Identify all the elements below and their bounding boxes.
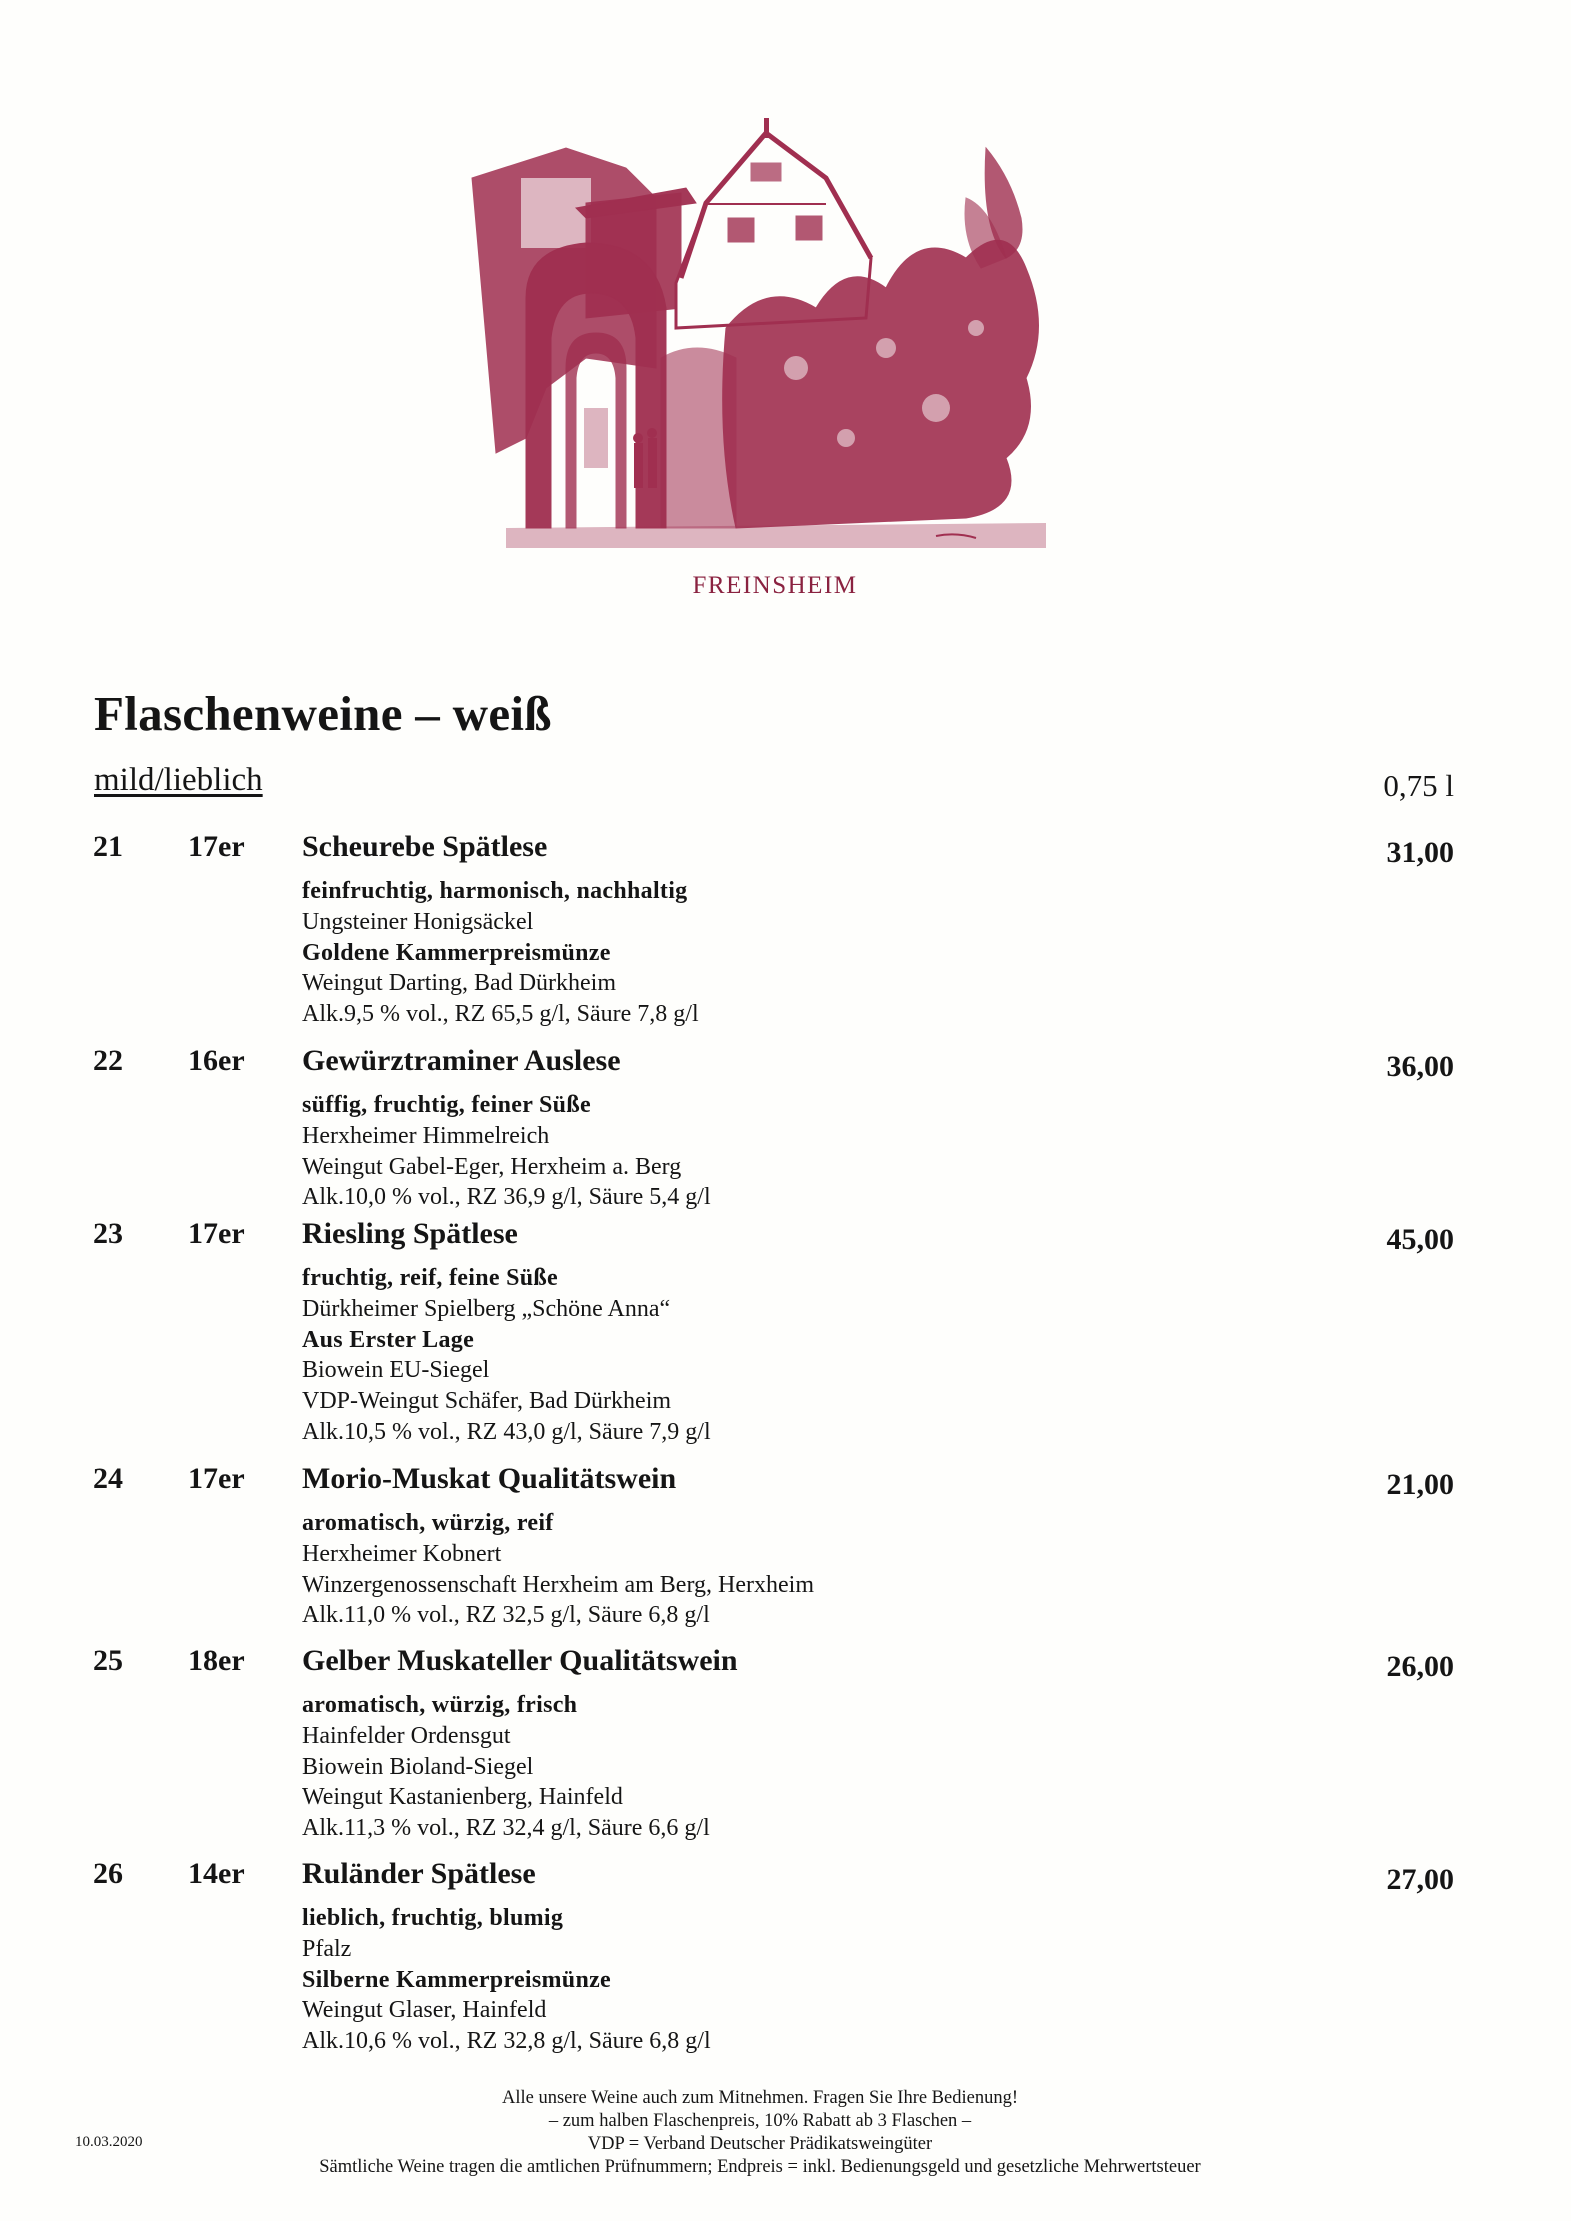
wine-number: 25 — [93, 1644, 123, 1677]
wine-detail: Herxheimer Kobnert — [302, 1540, 502, 1567]
wine-name: Gewürztraminer Auslese — [302, 1044, 621, 1077]
wine-detail: Herxheimer Himmelreich — [302, 1122, 550, 1149]
wine-price: 31,00 — [1386, 836, 1454, 869]
wine-price: 21,00 — [1386, 1468, 1454, 1501]
wine-details — [302, 1903, 711, 2057]
wine-vintage: 17er — [188, 1462, 245, 1495]
wine-detail: Weingut Glaser, Hainfeld — [302, 1997, 547, 2024]
wine-detail: Dürkheimer Spielberg „Schöne Anna“ — [302, 1295, 671, 1322]
wine-detail-highlight: feinfruchtig, harmonisch, nachhaltig — [302, 878, 688, 904]
wine-detail: Alk.10,5 % vol., RZ 43,0 g/l, Säure 7,9 g/l — [302, 1418, 711, 1445]
wine-detail: Alk.11,0 % vol., RZ 32,5 g/l, Säure 6,8 g/l — [302, 1602, 710, 1629]
wine-detail-highlight: Silberne Kammerpreismünze — [302, 1966, 612, 1993]
wine-detail: Weingut Darting, Bad Dürkheim — [302, 970, 617, 997]
wine-name: Riesling Spätlese — [302, 1217, 518, 1250]
wine-detail-highlight: Aus Erster Lage — [302, 1326, 475, 1353]
wine-detail: Biowein EU-Siegel — [302, 1357, 490, 1384]
wine-detail-highlight: fruchtig, reif, feine Süße — [302, 1265, 558, 1291]
wine-name: Morio-Muskat Qualitätswein — [302, 1462, 677, 1495]
wine-price: 26,00 — [1386, 1650, 1454, 1683]
wine-vintage: 17er — [188, 830, 245, 863]
wine-vintage: 14er — [188, 1857, 245, 1890]
footer-line: VDP = Verband Deutscher Prädikatsweingüter — [587, 2134, 933, 2154]
wine-detail-highlight: aromatisch, würzig, frisch — [302, 1692, 578, 1718]
bottle-volume-label: 0,75 l — [1383, 768, 1454, 803]
footer-notes — [160, 2087, 1360, 2179]
wine-number: 21 — [93, 830, 123, 863]
wine-detail-highlight: Goldene Kammerpreismünze — [302, 939, 611, 966]
town-gate-illustration — [466, 108, 1052, 548]
wine-details — [302, 1690, 710, 1844]
footer-line: – zum halben Flaschenpreis, 10% Rabatt ab 3 Flaschen – — [548, 2111, 972, 2131]
wine-details — [302, 876, 699, 1030]
wine-details — [302, 1090, 711, 1213]
wine-vintage: 16er — [188, 1044, 245, 1077]
wine-detail: Winzergenossenschaft Herxheim am Berg, Herxheim — [302, 1571, 814, 1598]
wine-number: 23 — [93, 1217, 123, 1250]
wine-detail: Weingut Gabel-Eger, Herxheim a. Berg — [302, 1153, 682, 1180]
wine-detail: Alk.10,6 % vol., RZ 32,8 g/l, Säure 6,8 g/l — [302, 2028, 711, 2055]
wine-detail-highlight: süffig, fruchtig, feiner Süße — [302, 1092, 591, 1118]
wine-detail: VDP-Weingut Schäfer, Bad Dürkheim — [302, 1388, 672, 1415]
wine-detail: Biowein Bioland-Siegel — [302, 1753, 534, 1780]
wine-price: 36,00 — [1386, 1050, 1454, 1083]
footer-line: Sämtliche Weine tragen die amtlichen Prüfnummern; Endpreis = inkl. Bedienungsgeld und gesetzliche Mehrwertsteuer — [319, 2157, 1201, 2177]
document-date: 10.03.2020 — [75, 2134, 143, 2150]
illustration-caption: FREINSHEIM — [692, 572, 858, 599]
category-subheading: mild/lieblich — [94, 762, 263, 798]
wine-detail: Weingut Kastanienberg, Hainfeld — [302, 1784, 623, 1811]
page-heading: Flaschenweine – weiß — [94, 686, 552, 741]
wine-detail: Pfalz — [302, 1935, 352, 1962]
wine-number: 26 — [93, 1857, 123, 1890]
wine-price: 45,00 — [1386, 1223, 1454, 1256]
footer-line: Alle unsere Weine auch zum Mitnehmen. Fragen Sie Ihre Bedienung! — [501, 2088, 1018, 2108]
wine-name: Ruländer Spätlese — [302, 1857, 536, 1890]
wine-detail: Alk.9,5 % vol., RZ 65,5 g/l, Säure 7,8 g/l — [302, 1001, 699, 1028]
wine-detail: Alk.11,3 % vol., RZ 32,4 g/l, Säure 6,6 g/l — [302, 1815, 710, 1842]
wine-detail-highlight: aromatisch, würzig, reif — [302, 1510, 554, 1536]
wine-number: 22 — [93, 1044, 123, 1077]
wine-vintage: 18er — [188, 1644, 245, 1677]
wine-price: 27,00 — [1386, 1863, 1454, 1896]
wine-detail: Alk.10,0 % vol., RZ 36,9 g/l, Säure 5,4 g/l — [302, 1184, 711, 1211]
wine-detail: Hainfelder Ordensgut — [302, 1722, 511, 1749]
wine-name: Gelber Muskateller Qualitätswein — [302, 1644, 738, 1677]
wine-vintage: 17er — [188, 1217, 245, 1250]
wine-details — [302, 1263, 711, 1448]
wine-number: 24 — [93, 1462, 123, 1495]
wine-details — [302, 1508, 814, 1631]
wine-name: Scheurebe Spätlese — [302, 830, 548, 863]
town-gate-sketch — [466, 108, 1052, 548]
wine-detail: Ungsteiner Honigsäckel — [302, 908, 534, 935]
wine-detail-highlight: lieblich, fruchtig, blumig — [302, 1905, 564, 1931]
